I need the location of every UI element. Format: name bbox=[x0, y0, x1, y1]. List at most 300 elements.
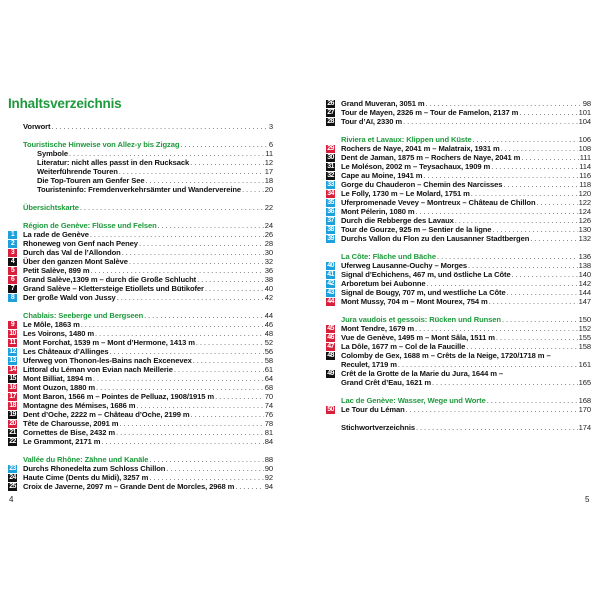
dot-leader bbox=[406, 405, 578, 414]
tour-number-badge: 33 bbox=[327, 180, 334, 188]
toc-section[interactable] bbox=[8, 455, 273, 464]
dot-leader bbox=[93, 374, 264, 383]
entry-title: La Côte: Fläche und Bäche bbox=[341, 252, 436, 261]
tour-number-badge: 26 bbox=[327, 99, 334, 107]
entry-page-number: 48 bbox=[264, 329, 273, 338]
dot-leader bbox=[530, 234, 577, 243]
entry-title: Grand Salève,1309 m – durch die Große Schlucht bbox=[23, 275, 197, 284]
entry-page-number: 155 bbox=[578, 333, 591, 342]
toc-left-list bbox=[8, 122, 273, 491]
toc-entry[interactable] bbox=[326, 324, 591, 333]
dot-leader bbox=[423, 171, 578, 180]
toc-entry[interactable] bbox=[326, 351, 591, 360]
entry-page-number: 88 bbox=[264, 455, 273, 464]
toc-entry[interactable] bbox=[8, 347, 273, 356]
entry-title: Région de Genève: Flüsse und Felsen bbox=[23, 221, 157, 230]
entry-title: Vallée du Rhône: Zähne und Kanäle bbox=[23, 455, 149, 464]
entry-page-number: 94 bbox=[264, 482, 273, 491]
dot-leader bbox=[503, 180, 578, 189]
entry-page-number: 17 bbox=[264, 167, 273, 176]
entry-page-number: 61 bbox=[264, 365, 273, 374]
tour-number-badge: 7 bbox=[8, 285, 17, 293]
entry-title: Le Grammont, 2171 m bbox=[23, 437, 101, 446]
entry-title: Uferweg Lausanne-Ouchy – Morges bbox=[341, 261, 468, 270]
dot-leader bbox=[119, 419, 263, 428]
dot-leader bbox=[109, 347, 263, 356]
toc-entry[interactable] bbox=[8, 275, 273, 284]
dot-leader bbox=[90, 230, 264, 239]
entry-title: Durch die Rebberge des Lavaux bbox=[341, 216, 454, 225]
toc-entry[interactable] bbox=[8, 464, 273, 473]
entry-page-number: 158 bbox=[578, 342, 591, 351]
entry-title: Mont Tendre, 1679 m bbox=[341, 324, 415, 333]
dot-leader bbox=[512, 270, 578, 279]
toc-section[interactable] bbox=[8, 140, 273, 149]
entry-title: Tour de Gourze, 925 m – Sentier de la ligne bbox=[341, 225, 492, 234]
dot-leader bbox=[191, 410, 264, 419]
entry-title: Cape au Moine, 1941 m bbox=[341, 171, 423, 180]
toc-entry[interactable] bbox=[8, 410, 273, 419]
entry-page-number: 20 bbox=[264, 185, 273, 194]
dot-leader bbox=[145, 176, 263, 185]
dot-leader bbox=[81, 320, 264, 329]
toc-entry[interactable] bbox=[326, 144, 591, 153]
page-title: Inhaltsverzeichnis bbox=[8, 96, 122, 111]
toc-entry[interactable] bbox=[326, 153, 591, 162]
toc-right-list bbox=[326, 99, 591, 432]
toc-front-entry[interactable] bbox=[8, 185, 273, 194]
entry-title: Dent d’Oche, 2222 m – Château d’Oche, 2199 m bbox=[23, 410, 190, 419]
dot-leader bbox=[473, 135, 578, 144]
entry-title: Les Châteaux d’Allinges bbox=[23, 347, 109, 356]
entry-title: Mont Billiat, 1894 m bbox=[23, 374, 92, 383]
toc-entry[interactable] bbox=[8, 230, 273, 239]
entry-title: Tour d’Aï, 2330 m bbox=[341, 117, 403, 126]
entry-page-number: 147 bbox=[578, 297, 591, 306]
toc-section[interactable] bbox=[326, 135, 591, 144]
toc-front-entry[interactable] bbox=[8, 158, 273, 167]
toc-entry[interactable] bbox=[8, 329, 273, 338]
toc-entry[interactable] bbox=[8, 239, 273, 248]
toc-entry-continuation[interactable] bbox=[326, 360, 591, 369]
entry-page-number: 24 bbox=[264, 221, 273, 230]
toc-entry[interactable] bbox=[8, 473, 273, 482]
entry-page-number: 81 bbox=[264, 428, 273, 437]
entry-title: Durchs Vallon du Flon zu den Lausanner Stadtbergen bbox=[341, 234, 530, 243]
toc-entry[interactable] bbox=[326, 99, 591, 108]
entry-title: Touristeninfo: Fremdenverkehrsämter und Wandervereine bbox=[37, 185, 241, 194]
tour-number-badge: 45 bbox=[327, 324, 334, 332]
dot-leader bbox=[466, 342, 577, 351]
toc-front-entry[interactable] bbox=[8, 167, 273, 176]
entry-title: Les Voirons, 1480 m bbox=[23, 329, 94, 338]
entry-title: Le Moléson, 2002 m – Teysachaux, 1909 m bbox=[341, 162, 491, 171]
entry-page-number: 58 bbox=[264, 356, 273, 365]
entry-page-number: 44 bbox=[264, 311, 273, 320]
toc-front-entry[interactable] bbox=[326, 423, 591, 432]
dot-leader bbox=[426, 99, 582, 108]
dot-leader bbox=[471, 189, 578, 198]
toc-right-column bbox=[326, 99, 591, 432]
entry-title: Mont Pélerin, 1080 m bbox=[341, 207, 415, 216]
entry-title: Haute Cime (Dents du Midi), 3257 m bbox=[23, 473, 149, 482]
entry-page-number: 144 bbox=[578, 288, 591, 297]
entry-title: Mont Forchat, 1539 m – Mont d’Hermone, 1413 m bbox=[23, 338, 195, 347]
toc-entry[interactable] bbox=[8, 266, 273, 275]
dot-leader bbox=[144, 311, 264, 320]
dot-leader bbox=[190, 158, 264, 167]
toc-front-entry[interactable] bbox=[8, 122, 273, 131]
entry-page-number: 136 bbox=[578, 252, 591, 261]
toc-entry-continuation[interactable] bbox=[326, 378, 591, 387]
entry-page-number: 118 bbox=[579, 180, 591, 189]
tour-number-badge: 43 bbox=[327, 288, 334, 296]
entry-title: Mont Baron, 1566 m – Pointes de Pelluaz, 1908/1915 m bbox=[23, 392, 215, 401]
dot-leader bbox=[116, 428, 264, 437]
toc-entry[interactable] bbox=[326, 180, 591, 189]
entry-page-number: 142 bbox=[578, 279, 591, 288]
entry-page-number: 11 bbox=[265, 149, 273, 158]
toc-entry[interactable] bbox=[326, 297, 591, 306]
tour-number-badge: 2 bbox=[8, 240, 17, 248]
entry-page-number: 116 bbox=[579, 171, 591, 180]
entry-page-number: 42 bbox=[264, 293, 273, 302]
toc-entry[interactable] bbox=[8, 257, 273, 266]
dot-leader bbox=[416, 423, 578, 432]
toc-entry[interactable] bbox=[8, 419, 273, 428]
tour-number-badge: 8 bbox=[8, 294, 17, 302]
entry-page-number: 32 bbox=[264, 257, 273, 266]
tour-number-badge: 23 bbox=[9, 464, 16, 472]
entry-title: La rade de Genève bbox=[23, 230, 89, 239]
dot-leader bbox=[489, 297, 578, 306]
entry-page-number: 111 bbox=[579, 153, 591, 162]
entry-page-number: 120 bbox=[578, 189, 591, 198]
dot-leader bbox=[403, 117, 578, 126]
tour-number-badge: 3 bbox=[8, 249, 17, 257]
tour-number-badge: 15 bbox=[9, 374, 16, 382]
tour-number-badge: 18 bbox=[9, 401, 16, 409]
entry-page-number: 40 bbox=[264, 284, 273, 293]
toc-entry[interactable] bbox=[326, 108, 591, 117]
entry-title: Der große Wald von Jussy bbox=[23, 293, 116, 302]
tour-number-badge: 40 bbox=[327, 261, 334, 269]
dot-leader bbox=[196, 338, 264, 347]
dot-leader bbox=[166, 464, 263, 473]
entry-page-number: 84 bbox=[264, 437, 273, 446]
toc-entry[interactable] bbox=[8, 356, 273, 365]
entry-title: Durch das Val de l’Allondon bbox=[23, 248, 121, 257]
tour-number-badge: 42 bbox=[327, 279, 334, 287]
dot-leader bbox=[521, 153, 578, 162]
tour-number-badge: 37 bbox=[327, 216, 334, 224]
entry-page-number: 30 bbox=[264, 248, 273, 257]
entry-page-number: 78 bbox=[264, 419, 273, 428]
entry-title: Tête de Charousse, 2091 m bbox=[23, 419, 119, 428]
entry-title-line2: Grand Crêt d’Eau, 1621 m bbox=[341, 378, 432, 387]
dot-leader bbox=[129, 257, 264, 266]
entry-title: Petit Salève, 899 m bbox=[23, 266, 90, 275]
dot-leader bbox=[235, 482, 264, 491]
tour-number-badge: 47 bbox=[327, 342, 334, 350]
dot-leader bbox=[197, 275, 264, 284]
tour-number-badge: 39 bbox=[327, 234, 334, 242]
toc-entry[interactable] bbox=[8, 482, 273, 491]
entry-page-number: 138 bbox=[578, 261, 591, 270]
entry-page-number: 36 bbox=[264, 266, 273, 275]
entry-title: Mont Mussy, 704 m – Mont Mourex, 754 m bbox=[341, 297, 488, 306]
entry-title: Rochers de Naye, 2041 m – Malatraix, 1931 m bbox=[341, 144, 500, 153]
toc-entry[interactable] bbox=[326, 171, 591, 180]
entry-page-number: 38 bbox=[264, 275, 273, 284]
toc-section[interactable] bbox=[326, 396, 591, 405]
entry-page-number: 56 bbox=[264, 347, 273, 356]
tour-number-badge: 34 bbox=[327, 189, 334, 197]
toc-entry[interactable] bbox=[326, 369, 591, 378]
toc-entry[interactable] bbox=[8, 392, 273, 401]
toc-entry[interactable] bbox=[8, 437, 273, 446]
toc-entry[interactable] bbox=[8, 365, 273, 374]
entry-page-number: 98 bbox=[582, 99, 591, 108]
entry-page-number: 22 bbox=[264, 203, 273, 212]
tour-number-badge: 29 bbox=[327, 144, 334, 152]
dot-leader bbox=[455, 216, 578, 225]
toc-front-entry[interactable] bbox=[8, 149, 273, 158]
dot-leader bbox=[95, 329, 264, 338]
toc-left-column bbox=[8, 95, 273, 491]
toc-entry[interactable] bbox=[8, 428, 273, 437]
entry-title: Jura vaudois et gessois: Rücken und Runsen bbox=[341, 315, 501, 324]
entry-title: Die Top-Touren am Genfer See bbox=[37, 176, 145, 185]
entry-page-number: 76 bbox=[264, 410, 273, 419]
tour-number-badge: 5 bbox=[8, 267, 17, 275]
entry-page-number: 170 bbox=[578, 405, 591, 414]
entry-page-number: 168 bbox=[578, 396, 591, 405]
tour-number-badge: 28 bbox=[327, 117, 334, 125]
entry-title: Vue de Genève, 1495 m – Mont Sâla, 1511 m bbox=[341, 333, 495, 342]
dot-leader bbox=[537, 198, 578, 207]
dot-leader bbox=[158, 221, 264, 230]
entry-page-number: 92 bbox=[264, 473, 273, 482]
toc-entry[interactable] bbox=[8, 374, 273, 383]
tour-number-badge: 24 bbox=[9, 473, 16, 481]
dot-leader bbox=[101, 437, 263, 446]
entry-title: Touristische Hinweise von Allez-y bis Zigzag bbox=[23, 140, 180, 149]
dot-leader bbox=[205, 284, 264, 293]
entry-page-number: 90 bbox=[264, 464, 273, 473]
right-page-number: 5 bbox=[585, 495, 590, 504]
tour-number-badge: 31 bbox=[327, 162, 334, 170]
dot-leader bbox=[215, 392, 264, 401]
dot-leader bbox=[193, 356, 264, 365]
toc-entry[interactable] bbox=[326, 225, 591, 234]
dot-leader bbox=[96, 383, 264, 392]
tour-number-badge: 32 bbox=[327, 171, 334, 179]
dot-leader bbox=[149, 455, 263, 464]
toc-entry[interactable] bbox=[326, 405, 591, 414]
toc-entry[interactable] bbox=[326, 279, 591, 288]
tour-number-badge: 20 bbox=[9, 419, 16, 427]
dot-leader bbox=[496, 333, 578, 342]
toc-section[interactable] bbox=[8, 203, 273, 212]
entry-page-number: 104 bbox=[578, 117, 591, 126]
toc-entry[interactable] bbox=[326, 333, 591, 342]
entry-title: Vorwort bbox=[23, 122, 51, 131]
tour-number-badge: 35 bbox=[327, 198, 334, 206]
tour-number-badge: 44 bbox=[327, 297, 334, 305]
tour-number-badge: 30 bbox=[327, 153, 334, 161]
toc-entry[interactable] bbox=[326, 288, 591, 297]
toc-entry[interactable] bbox=[8, 401, 273, 410]
toc-entry[interactable] bbox=[326, 198, 591, 207]
entry-page-number: 52 bbox=[264, 338, 273, 347]
entry-title: Tour de Mayen, 2326 m – Tour de Famelon, 2137 m bbox=[341, 108, 519, 117]
entry-title: Croix de Javerne, 2097 m – Grande Dent de Morcles, 2968 m bbox=[23, 482, 235, 491]
entry-page-number: 126 bbox=[578, 216, 591, 225]
entry-title: Colomby de Gex, 1688 m – Crêts de la Neige, 1720/1718 m – bbox=[341, 351, 551, 360]
tour-number-badge: 22 bbox=[9, 437, 16, 445]
entry-page-number: 64 bbox=[264, 374, 273, 383]
tour-number-badge: 50 bbox=[327, 405, 334, 413]
dot-leader bbox=[427, 279, 578, 288]
entry-title: Littoral du Léman von Evian nach Meillerie bbox=[23, 365, 173, 374]
toc-front-entry[interactable] bbox=[8, 176, 273, 185]
dot-leader bbox=[519, 108, 577, 117]
toc-section[interactable] bbox=[8, 311, 273, 320]
entry-page-number: 3 bbox=[268, 122, 273, 131]
toc-entry[interactable] bbox=[326, 117, 591, 126]
entry-title: Signal de Bougy, 707 m, und westliche La Côte bbox=[341, 288, 506, 297]
toc-entry[interactable] bbox=[8, 293, 273, 302]
entry-title: Grand Salève – Klettersteige Etiollets und Bütikofer bbox=[23, 284, 204, 293]
toc-section[interactable] bbox=[326, 315, 591, 324]
dot-leader bbox=[174, 365, 264, 374]
entry-title-line2: Reculet, 1719 m bbox=[341, 360, 397, 369]
tour-number-badge: 46 bbox=[327, 333, 334, 341]
entry-title: Literatur: nicht alles passt in den Rucksack bbox=[37, 158, 190, 167]
tour-number-badge: 11 bbox=[9, 338, 16, 346]
dot-leader bbox=[91, 266, 264, 275]
dot-leader bbox=[80, 203, 264, 212]
entry-title: Rhoneweg von Genf nach Peney bbox=[23, 239, 138, 248]
toc-entry[interactable] bbox=[326, 342, 591, 351]
entry-title: Chablais: Seeberge und Bergseen bbox=[23, 311, 144, 320]
entry-title: Dent de Jaman, 1875 m – Rochers de Naye, 2041 m bbox=[341, 153, 521, 162]
entry-title: Durchs Rhonedelta zum Schloss Chillon bbox=[23, 464, 166, 473]
toc-entry[interactable] bbox=[326, 207, 591, 216]
dot-leader bbox=[139, 239, 264, 248]
tour-number-badge: 16 bbox=[9, 383, 16, 391]
tour-number-badge: 10 bbox=[9, 329, 16, 337]
tour-number-badge: 12 bbox=[9, 347, 16, 355]
toc-entry[interactable] bbox=[326, 162, 591, 171]
entry-page-number: 28 bbox=[264, 239, 273, 248]
entry-page-number: 74 bbox=[264, 401, 273, 410]
toc-entry[interactable] bbox=[8, 248, 273, 257]
entry-title: Cornettes de Bise, 2432 m bbox=[23, 428, 116, 437]
toc-entry[interactable] bbox=[8, 320, 273, 329]
tour-number-badge: 41 bbox=[327, 270, 334, 278]
toc-entry[interactable] bbox=[326, 261, 591, 270]
entry-page-number: 122 bbox=[578, 198, 591, 207]
toc-entry[interactable] bbox=[326, 270, 591, 279]
dot-leader bbox=[149, 473, 263, 482]
tour-number-badge: 48 bbox=[327, 351, 334, 359]
toc-entry[interactable] bbox=[326, 189, 591, 198]
entry-title: Mont Ouzon, 1880 m bbox=[23, 383, 96, 392]
toc-entry[interactable] bbox=[8, 383, 273, 392]
toc-section[interactable] bbox=[326, 252, 591, 261]
dot-leader bbox=[432, 378, 578, 387]
entry-page-number: 124 bbox=[578, 207, 591, 216]
entry-title: Symbole bbox=[37, 149, 68, 158]
entry-page-number: 46 bbox=[264, 320, 273, 329]
entry-title: Montagne des Mémises, 1686 m bbox=[23, 401, 136, 410]
dot-leader bbox=[242, 185, 264, 194]
dot-leader bbox=[415, 324, 578, 333]
dot-leader bbox=[122, 248, 264, 257]
dot-leader bbox=[416, 207, 578, 216]
tour-number-badge: 25 bbox=[9, 482, 16, 490]
entry-page-number: 12 bbox=[264, 158, 273, 167]
entry-page-number: 114 bbox=[579, 162, 591, 171]
dot-leader bbox=[180, 140, 268, 149]
entry-title: Grand Muveran, 3051 m bbox=[341, 99, 425, 108]
entry-page-number: 152 bbox=[578, 324, 591, 333]
tour-number-badge: 27 bbox=[327, 108, 334, 116]
entry-page-number: 108 bbox=[578, 144, 591, 153]
dot-leader bbox=[491, 162, 578, 171]
entry-page-number: 6 bbox=[268, 140, 273, 149]
dot-leader bbox=[501, 144, 578, 153]
entry-page-number: 150 bbox=[578, 315, 591, 324]
entry-page-number: 70 bbox=[264, 392, 273, 401]
entry-page-number: 132 bbox=[578, 234, 591, 243]
left-page-number: 4 bbox=[9, 495, 14, 504]
entry-title: Uferweg von Thonon-les-Bains nach Excenevex bbox=[23, 356, 192, 365]
entry-title: Le Folly, 1730 m – Le Molard, 1751 m bbox=[341, 189, 470, 198]
dot-leader bbox=[487, 396, 578, 405]
tour-number-badge: 14 bbox=[9, 365, 16, 373]
toc-entry[interactable] bbox=[326, 234, 591, 243]
toc-entry[interactable] bbox=[8, 338, 273, 347]
entry-page-number: 26 bbox=[264, 230, 273, 239]
dot-leader bbox=[398, 360, 578, 369]
entry-page-number: 68 bbox=[264, 383, 273, 392]
dot-leader bbox=[119, 167, 264, 176]
dot-leader bbox=[51, 122, 267, 131]
toc-entry[interactable] bbox=[8, 284, 273, 293]
entry-title: Riviera et Lavaux: Klippen und Küste bbox=[341, 135, 472, 144]
entry-title: Stichwortverzeichnis bbox=[341, 423, 415, 432]
tour-number-badge: 49 bbox=[327, 369, 334, 377]
toc-entry[interactable] bbox=[326, 216, 591, 225]
entry-title: Lac de Genève: Wasser, Wege und Worte bbox=[341, 396, 486, 405]
entry-page-number: 174 bbox=[578, 423, 591, 432]
toc-section[interactable] bbox=[8, 221, 273, 230]
entry-title: Weiterführende Touren bbox=[37, 167, 118, 176]
tour-number-badge: 17 bbox=[9, 392, 16, 400]
entry-page-number: 106 bbox=[578, 135, 591, 144]
dot-leader bbox=[507, 288, 578, 297]
dot-leader bbox=[437, 252, 578, 261]
entry-title: Signal d’Echichens, 467 m, und östliche La Côte bbox=[341, 270, 511, 279]
dot-leader bbox=[468, 261, 578, 270]
tour-number-badge: 4 bbox=[8, 258, 17, 266]
entry-title: Le Tour du Léman bbox=[341, 405, 405, 414]
entry-page-number: 165 bbox=[578, 378, 591, 387]
dot-leader bbox=[492, 225, 577, 234]
